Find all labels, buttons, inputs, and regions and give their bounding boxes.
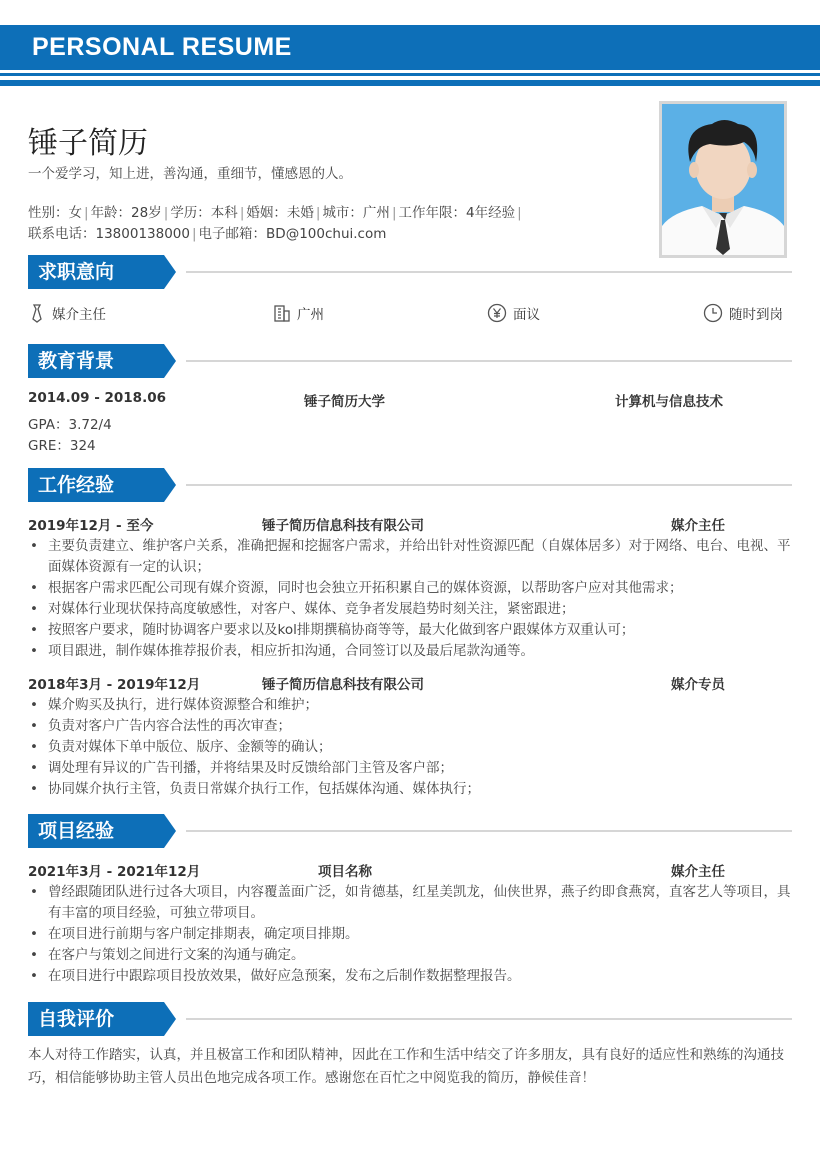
profile-photo xyxy=(659,101,787,258)
candidate-tagline: 一个爱学习，知上进，善沟通，重细节，懂感恩的人。 xyxy=(28,166,352,182)
education-gre: GRE：324 xyxy=(28,438,96,454)
education-school: 锤子简历大学 xyxy=(304,394,385,410)
project-period: 2021年3月 - 2021年12月 xyxy=(28,864,201,880)
header-rule-thick xyxy=(0,80,820,86)
section-header-education xyxy=(28,344,792,378)
list-item: • 对媒体行业现状保持高度敏感性，对客户、媒体、竞争者发展趋势时刻关注，紧密跟进； xyxy=(30,599,794,620)
work-role: 媒介专员 xyxy=(671,677,725,693)
work-company: 锤子简历信息科技有限公司 xyxy=(262,677,424,693)
work-role: 媒介主任 xyxy=(671,518,725,534)
list-item: • 在客户与策划之间进行文案的沟通与确定。 xyxy=(30,945,794,966)
city: 城市：广州 xyxy=(322,205,390,221)
section-divider xyxy=(186,1018,792,1020)
education-gpa: GPA：3.72/4 xyxy=(28,417,112,433)
project-duties-list xyxy=(30,882,794,987)
intent-position xyxy=(28,303,106,323)
phone: 联系电话：13800138000 xyxy=(28,226,190,242)
list-item: • 主要负责建立、维护客户关系，准确把握和挖掘客户需求，并给出针对性资源匹配（自媒体居多）对于网络、电台、电视、平面媒体资源有一定的认识； xyxy=(30,536,794,578)
section-title: 求职意向 xyxy=(28,255,164,289)
section-divider xyxy=(186,830,792,832)
intent-availability-text: 随时到岗 xyxy=(729,307,783,323)
marital-status: 婚姻：未婚 xyxy=(246,205,314,221)
work-duties-list xyxy=(30,695,794,800)
intent-salary-text: 面议 xyxy=(513,307,540,323)
building-icon xyxy=(273,303,291,323)
section-header-intent xyxy=(28,255,792,289)
section-divider xyxy=(186,484,792,486)
work-duties-list xyxy=(30,536,794,662)
section-title: 工作经验 xyxy=(28,468,164,502)
list-item: • 在项目进行前期与客户制定排期表，确定项目排期。 xyxy=(30,924,794,945)
section-divider xyxy=(186,360,792,362)
candidate-name: 锤子简历 xyxy=(28,126,148,161)
section-header-projects xyxy=(28,814,792,848)
intent-city xyxy=(273,303,324,323)
intent-salary xyxy=(487,303,540,323)
education-period: 2014.09 - 2018.06 xyxy=(28,390,166,406)
list-item: • 协同媒介执行主管，负责日常媒介执行工作，包括媒体沟通、媒体执行； xyxy=(30,779,794,800)
yen-icon xyxy=(487,303,507,323)
project-name: 项目名称 xyxy=(318,864,372,880)
list-item: • 负责对客户广告内容合法性的再次审查； xyxy=(30,716,794,737)
intent-availability xyxy=(703,303,783,323)
list-item: • 调处理有异议的广告刊播，并将结果及时反馈给部门主管及客户部； xyxy=(30,758,794,779)
section-title: 项目经验 xyxy=(28,814,164,848)
section-title: 自我评价 xyxy=(28,1002,164,1036)
header-band xyxy=(0,25,820,86)
section-divider xyxy=(186,271,792,273)
list-item: • 项目跟进，制作媒体推荐报价表，相应折扣沟通，合同签订以及最后尾款沟通等。 xyxy=(30,641,794,662)
resume-title: PERSONAL RESUME xyxy=(32,33,292,61)
education-level: 学历：本科 xyxy=(170,205,238,221)
age: 年龄：28岁 xyxy=(90,205,162,221)
gender: 性别：女 xyxy=(28,205,82,221)
avatar-illustration xyxy=(662,104,784,255)
intent-city-text: 广州 xyxy=(297,307,324,323)
contact-info-row: 联系电话：13800138000 | 电子邮箱：BD@100chui.com xyxy=(28,226,387,242)
list-item: • 曾经跟随团队进行过各大项目，内容覆盖面广泛，如肯德基，红星美凯龙，仙侠世界，燕子约即食燕窝，直客艺人等项目，具有丰富的项目经验，可独立带项目。 xyxy=(30,882,794,924)
self-evaluation-text: 本人对待工作踏实，认真，并且极富工作和团队精神，因此在工作和生活中结交了许多朋友，具有良好的适应性和熟练的沟通技巧，相信能够协助主管人员出色地完成各项工作。感谢您在百忙之中阅览我的简历，静候佳音！ xyxy=(28,1047,784,1086)
email: 电子邮箱：BD@100chui.com xyxy=(198,226,387,242)
work-period: 2019年12月 - 至今 xyxy=(28,518,154,534)
list-item: • 按照客户要求，随时协调客户要求以及kol排期撰稿协商等等，最大化做到客户跟媒体方双重认可； xyxy=(30,620,794,641)
header-rule xyxy=(0,73,820,76)
section-header-work xyxy=(28,468,792,502)
basic-info-row: 性别：女 | 年龄：28岁 | 学历：本科 | 婚姻：未婚 | 城市：广州 | 工作年限：4年经验 | xyxy=(28,205,522,221)
section-title: 教育背景 xyxy=(28,344,164,378)
list-item: • 负责对媒体下单中版位、版序、金额等的确认； xyxy=(30,737,794,758)
list-item: • 根据客户需求匹配公司现有媒介资源，同时也会独立开拓积累自己的媒体资源，以帮助客户应对其他需求； xyxy=(30,578,794,599)
work-period: 2018年3月 - 2019年12月 xyxy=(28,677,201,693)
project-role: 媒介主任 xyxy=(671,864,725,880)
intent-position-text: 媒介主任 xyxy=(52,307,106,323)
section-header-self-eval xyxy=(28,1002,792,1036)
clock-icon xyxy=(703,303,723,323)
work-years: 工作年限：4年经验 xyxy=(398,205,516,221)
list-item: • 媒介购买及执行，进行媒体资源整合和维护； xyxy=(30,695,794,716)
list-item: • 在项目进行中跟踪项目投放效果，做好应急预案，发布之后制作数据整理报告。 xyxy=(30,966,794,987)
education-major: 计算机与信息技术 xyxy=(615,394,723,410)
work-company: 锤子简历信息科技有限公司 xyxy=(262,518,424,534)
tie-icon xyxy=(28,303,46,323)
